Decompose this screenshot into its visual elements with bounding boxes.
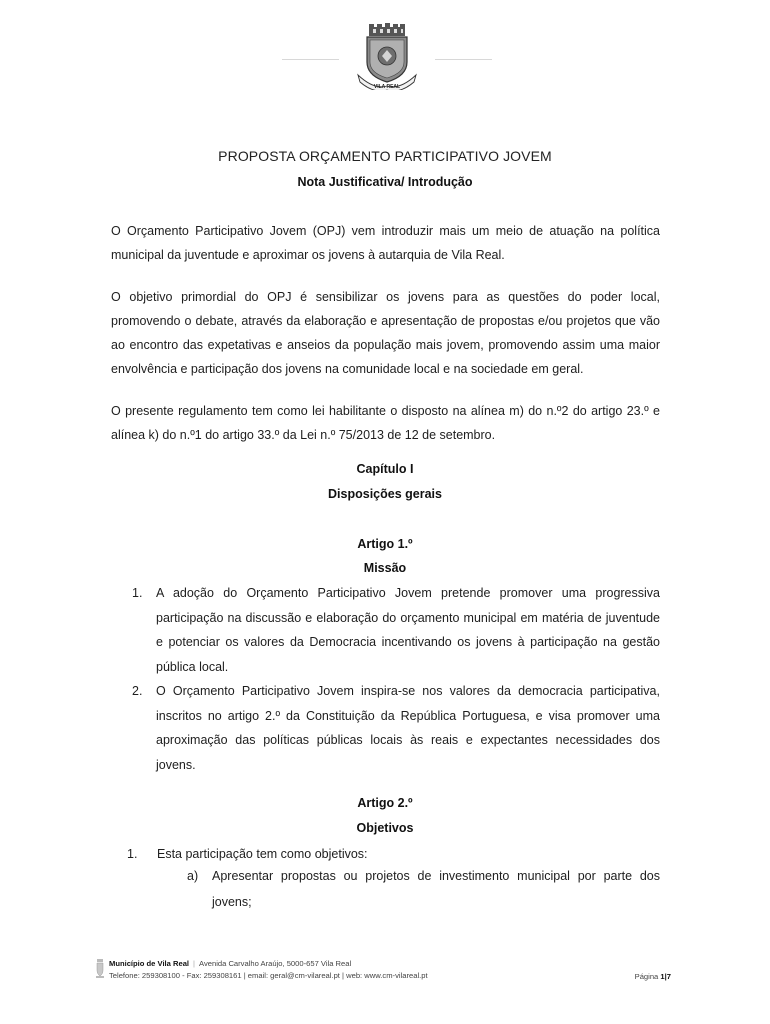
crest-text: VILA REAL [373,84,401,90]
list-item-number: 1. [127,847,138,861]
municipality-emblem-icon [96,958,104,980]
subitem-label: a) [187,869,199,883]
article-1-list [111,581,660,777]
intro-paragraph-1: O Orçamento Participativo Jovem (OPJ) vem introduzir mais um meio de atuação na política municipal da juventude e aproximar os jovens à autarquia de Vila Real. [111,224,660,262]
intro-paragraph-2: O objetivo primordial do OPJ é sensibilizar os jovens para as questões do poder local, promovendo o debate, através da elaboração e apresentação de propostas e/ou projetos que vão ao encontro das expetativas e anseios da população mais jovem, promovendo assim uma maior envolvência e participação dos jovens na comunidade local e na sociedade em geral. [111,290,660,376]
coat-of-arms-logo [354,22,420,90]
list-item-text: Esta participação tem como objetivos: [157,847,368,861]
list-item-text: A adoção do Orçamento Participativo Jovem pretende promover uma progressiva participação na discussão e elaboração do orçamento municipal em matéria de juventude e potenciar os valores da Democracia incentivando os jovens à participação na gestão pública local. [156,586,660,674]
footer-fax: Fax: 259308161 [186,971,242,980]
page-footer [96,958,676,988]
document-subtitle: Nota Justificativa/ Introdução [297,175,473,189]
footer-line-2: Telefone: 259308100 - Fax: 259308161 | email: geral@cm-vilareal.pt | web: www.cm-vilareal.pt [109,971,428,980]
page-number: Página 1|7 [634,972,671,981]
footer-web[interactable]: web: www.cm-vilareal.pt [346,971,428,980]
list-item [111,581,660,679]
list-item-number: 1. [132,586,143,600]
header-rule-right [435,59,492,60]
article-1-label: Artigo 1.º [357,537,413,551]
footer-phone: Telefone: 259308100 [109,971,180,980]
article-2-title: Objetivos [356,821,414,835]
list-item-text: O Orçamento Participativo Jovem inspira-se nos valores da democracia participativa, inscritos no artigo 2.º da Constituição da República Portuguesa, e visa promover uma aproximação das políticas públicas locais às reais e expectantes necessidades dos jovens. [156,684,660,772]
list-item-number: 2. [132,684,143,698]
footer-line-1: Município de Vila Real | Avenida Carvalho Araújo, 5000-657 Vila Real [109,959,352,968]
page-label: Página [634,972,659,981]
document-title: PROPOSTA ORÇAMENTO PARTICIPATIVO JOVEM [218,148,552,164]
chapter-label: Capítulo I [356,462,414,476]
chapter-title: Disposições gerais [328,487,442,501]
list-item [111,679,660,777]
page-header [0,20,770,100]
article-2-label: Artigo 2.º [357,796,413,810]
subitem-text: Apresentar propostas ou projetos de investimento municipal por parte dos jovens; [212,869,660,909]
article-2-sublist [187,863,660,915]
footer-address: Avenida Carvalho Araújo, 5000-657 Vila Real [199,959,352,968]
header-rule-left [282,59,339,60]
footer-org: Município de Vila Real [109,959,190,968]
footer-email[interactable]: email: geral@cm-vilareal.pt [247,971,340,980]
page-current: 1 [660,972,665,981]
intro-paragraph-3: O presente regulamento tem como lei habilitante o disposto na alínea m) do n.º2 do artigo 23.º e alínea k) do n.º1 do artigo 33.º da Lei n.º 75/2013 de 12 de setembro. [111,404,660,442]
page-total: 7 [666,972,671,981]
article-1-title: Missão [363,561,407,575]
